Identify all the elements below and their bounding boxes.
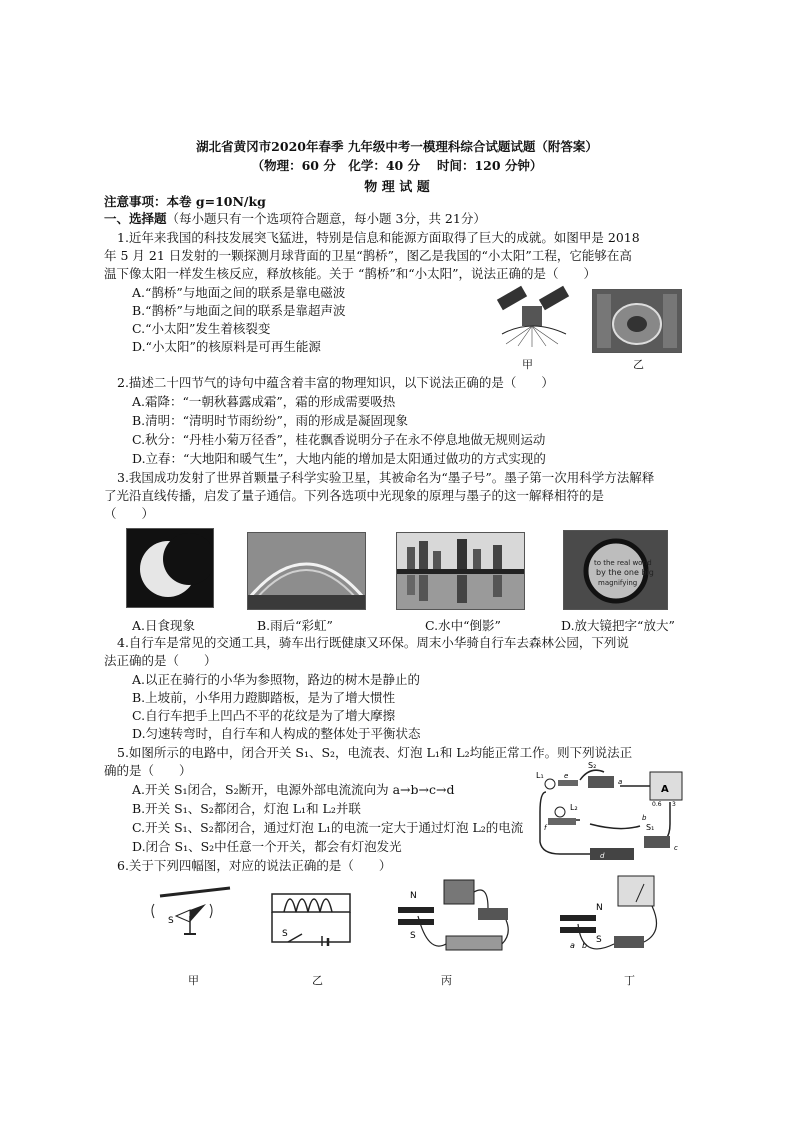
q3-caption-d: D.放大镜把字“放大”: [561, 618, 675, 633]
lens-text-3: magnifying: [598, 579, 638, 587]
exam-title: 湖北省黄冈市2020年春季 九年级中考一模理科综合试题试题（附答案）: [196, 139, 598, 154]
lens-text-2: by the one big: [596, 568, 654, 577]
q6-label-ding: 丁: [624, 974, 635, 987]
q2-option-a: A.霜降：“一朝秋暮露成霜”，霜的形成需要吸热: [132, 394, 396, 409]
circuit-diagram: [520, 762, 690, 862]
bing-label-s: S: [410, 931, 416, 941]
label-f: f: [544, 824, 547, 832]
q6-label-yi: 乙: [312, 974, 323, 987]
q1-fig-label-jia: 甲: [522, 358, 533, 371]
q6-line-1: 6.关于下列四幅图，对应的说法正确的是（ ）: [117, 858, 392, 873]
exam-subtitle: （物理：60 分 化学：40 分 时间：120 分钟）: [251, 158, 543, 173]
ding-label-a: a: [570, 941, 575, 950]
tokamak-photo: [592, 289, 682, 353]
q1-fig-label-yi: 乙: [633, 358, 644, 371]
q3-line-1: 3.我国成功发射了世界首颗量子科学实验卫星，其被命名为“墨子号”。墨子第一次用科学方法解释: [117, 470, 655, 485]
label-s2: S₂: [588, 762, 597, 770]
q4-option-a: A.以正在骑行的小华为参照物，路边的树木是静止的: [132, 672, 421, 687]
satellite-figure: [488, 284, 578, 350]
reflection-photo: [396, 532, 525, 610]
q5-line-1: 5.如图所示的电路中，闭合开关 S₁、S₂，电流表、灯泡 L₁和 L₂均能正常工作。则下列说法正: [117, 745, 633, 760]
part-heading: [104, 210, 486, 228]
label-l1: L₁: [536, 771, 544, 780]
q3-caption-b: B.雨后“彩虹”: [257, 618, 333, 633]
q4-line-2: 法正确的是（ ）: [104, 653, 217, 668]
part-heading-desc: （每小题只有一个选项符合题意，每小题 3分，共 21分）: [166, 211, 486, 226]
q6-figure-ding: [552, 872, 668, 964]
ding-label-b: b: [582, 941, 588, 950]
q6-figure-jia: [150, 880, 240, 942]
q6-figure-yi: [266, 884, 356, 946]
magnifier-photo: [563, 530, 668, 610]
eclipse-photo: [126, 528, 214, 608]
q5-option-a: A.开关 S₁闭合，S₂断开，电源外部电流流向为 a→b→c→d: [132, 782, 455, 797]
lens-text-1: to the real world: [594, 559, 652, 567]
q2-option-c: C.秋分：“丹桂小菊万径香”，桂花飘香说明分子在永不停息地做无规则运动: [132, 432, 546, 447]
q1-line-1: 1.近年来我国的科技发展突飞猛进，特别是信息和能源方面取得了巨大的成就。如图甲是 2018: [117, 230, 640, 245]
label-c: c: [674, 844, 678, 852]
label-d: d: [600, 852, 605, 860]
label-3: 3: [672, 801, 676, 808]
q4-line-1: 4.自行车是常见的交通工具，骑车出行既健康又环保。周末小华骑自行车去森林公园，下列说: [117, 635, 629, 650]
q5-option-d: D.闭合 S₁、S₂中任意一个开关，都会有灯泡发光: [132, 839, 402, 854]
q1-option-b: B.“鹊桥”与地面之间的联系是靠超声波: [132, 303, 346, 318]
part-heading-title: 一、选择题: [104, 211, 167, 226]
q2-option-d: D.立春：“大地阳和暖气生”，大地内能的增加是太阳通过做功的方式实现的: [132, 451, 546, 466]
q5-option-b: B.开关 S₁、S₂都闭合，灯泡 L₁和 L₂并联: [132, 801, 361, 816]
label-s1: S₁: [646, 823, 655, 832]
jia-label-s: S: [168, 916, 174, 926]
q4-option-d: D.匀速转弯时，自行车和人构成的整体处于平衡状态: [132, 726, 421, 741]
q4-option-c: C.自行车把手上凹凸不平的花纹是为了增大摩擦: [132, 708, 396, 723]
q1-option-c: C.“小太阳”发生着核裂变: [132, 321, 271, 336]
q2-option-b: B.清明：“清明时节雨纷纷”，雨的形成是凝固现象: [132, 413, 408, 428]
label-a: a: [618, 778, 623, 786]
q5-line-2: 确的是（ ）: [104, 763, 192, 778]
q1-option-a: A.“鹊桥”与地面之间的联系是靠电磁波: [132, 285, 346, 300]
bing-label-n: N: [410, 891, 417, 901]
rainbow-photo: [247, 532, 366, 610]
q6-figure-bing: [388, 874, 516, 960]
label-e: e: [564, 772, 569, 780]
label-l2: L₂: [570, 803, 578, 812]
q1-option-d: D.“小太阳”的核原料是可再生能源: [132, 339, 321, 354]
label-ammeter: A: [661, 784, 669, 795]
notice: 注意事项：本卷 g=10N/kg: [104, 194, 266, 209]
q3-line-2: 了光沿直线传播，启发了量子通信。下列各选项中光现象的原理与墨子的这一解释相符的是: [104, 488, 605, 503]
label-b: b: [642, 814, 647, 822]
q1-line-3: 温下像太阳一样发生核反应，释放核能。关于 “鹊桥”和“小太阳”，说法正确的是（ ）: [104, 266, 597, 281]
label-06: 0.6: [652, 801, 662, 808]
q6-label-bing: 丙: [441, 974, 452, 987]
q1-line-2: 年 5 月 21 日发射的一颗探测月球背面的卫星“鹊桥”，图乙是我国的“小太阳”工程，它能够在高: [104, 248, 632, 263]
q4-option-b: B.上坡前，小华用力蹬脚踏板，是为了增大惯性: [132, 690, 396, 705]
q6-label-jia: 甲: [188, 974, 199, 987]
section-title: 物 理 试 题: [364, 180, 430, 195]
q3-line-3: （ ）: [104, 506, 155, 521]
q5-option-c: C.开关 S₁、S₂都闭合，通过灯泡 L₁的电流一定大于通过灯泡 L₂的电流: [132, 820, 524, 835]
ding-label-s: S: [596, 935, 602, 945]
q2-line-1: 2.描述二十四节气的诗句中蕴含着丰富的物理知识，以下说法正确的是（ ）: [117, 375, 554, 390]
ding-label-n: N: [596, 903, 603, 913]
q3-caption-a: A.日食现象: [132, 618, 196, 633]
yi-label-s: S: [282, 929, 288, 939]
q3-caption-c: C.水中“倒影”: [425, 618, 501, 633]
